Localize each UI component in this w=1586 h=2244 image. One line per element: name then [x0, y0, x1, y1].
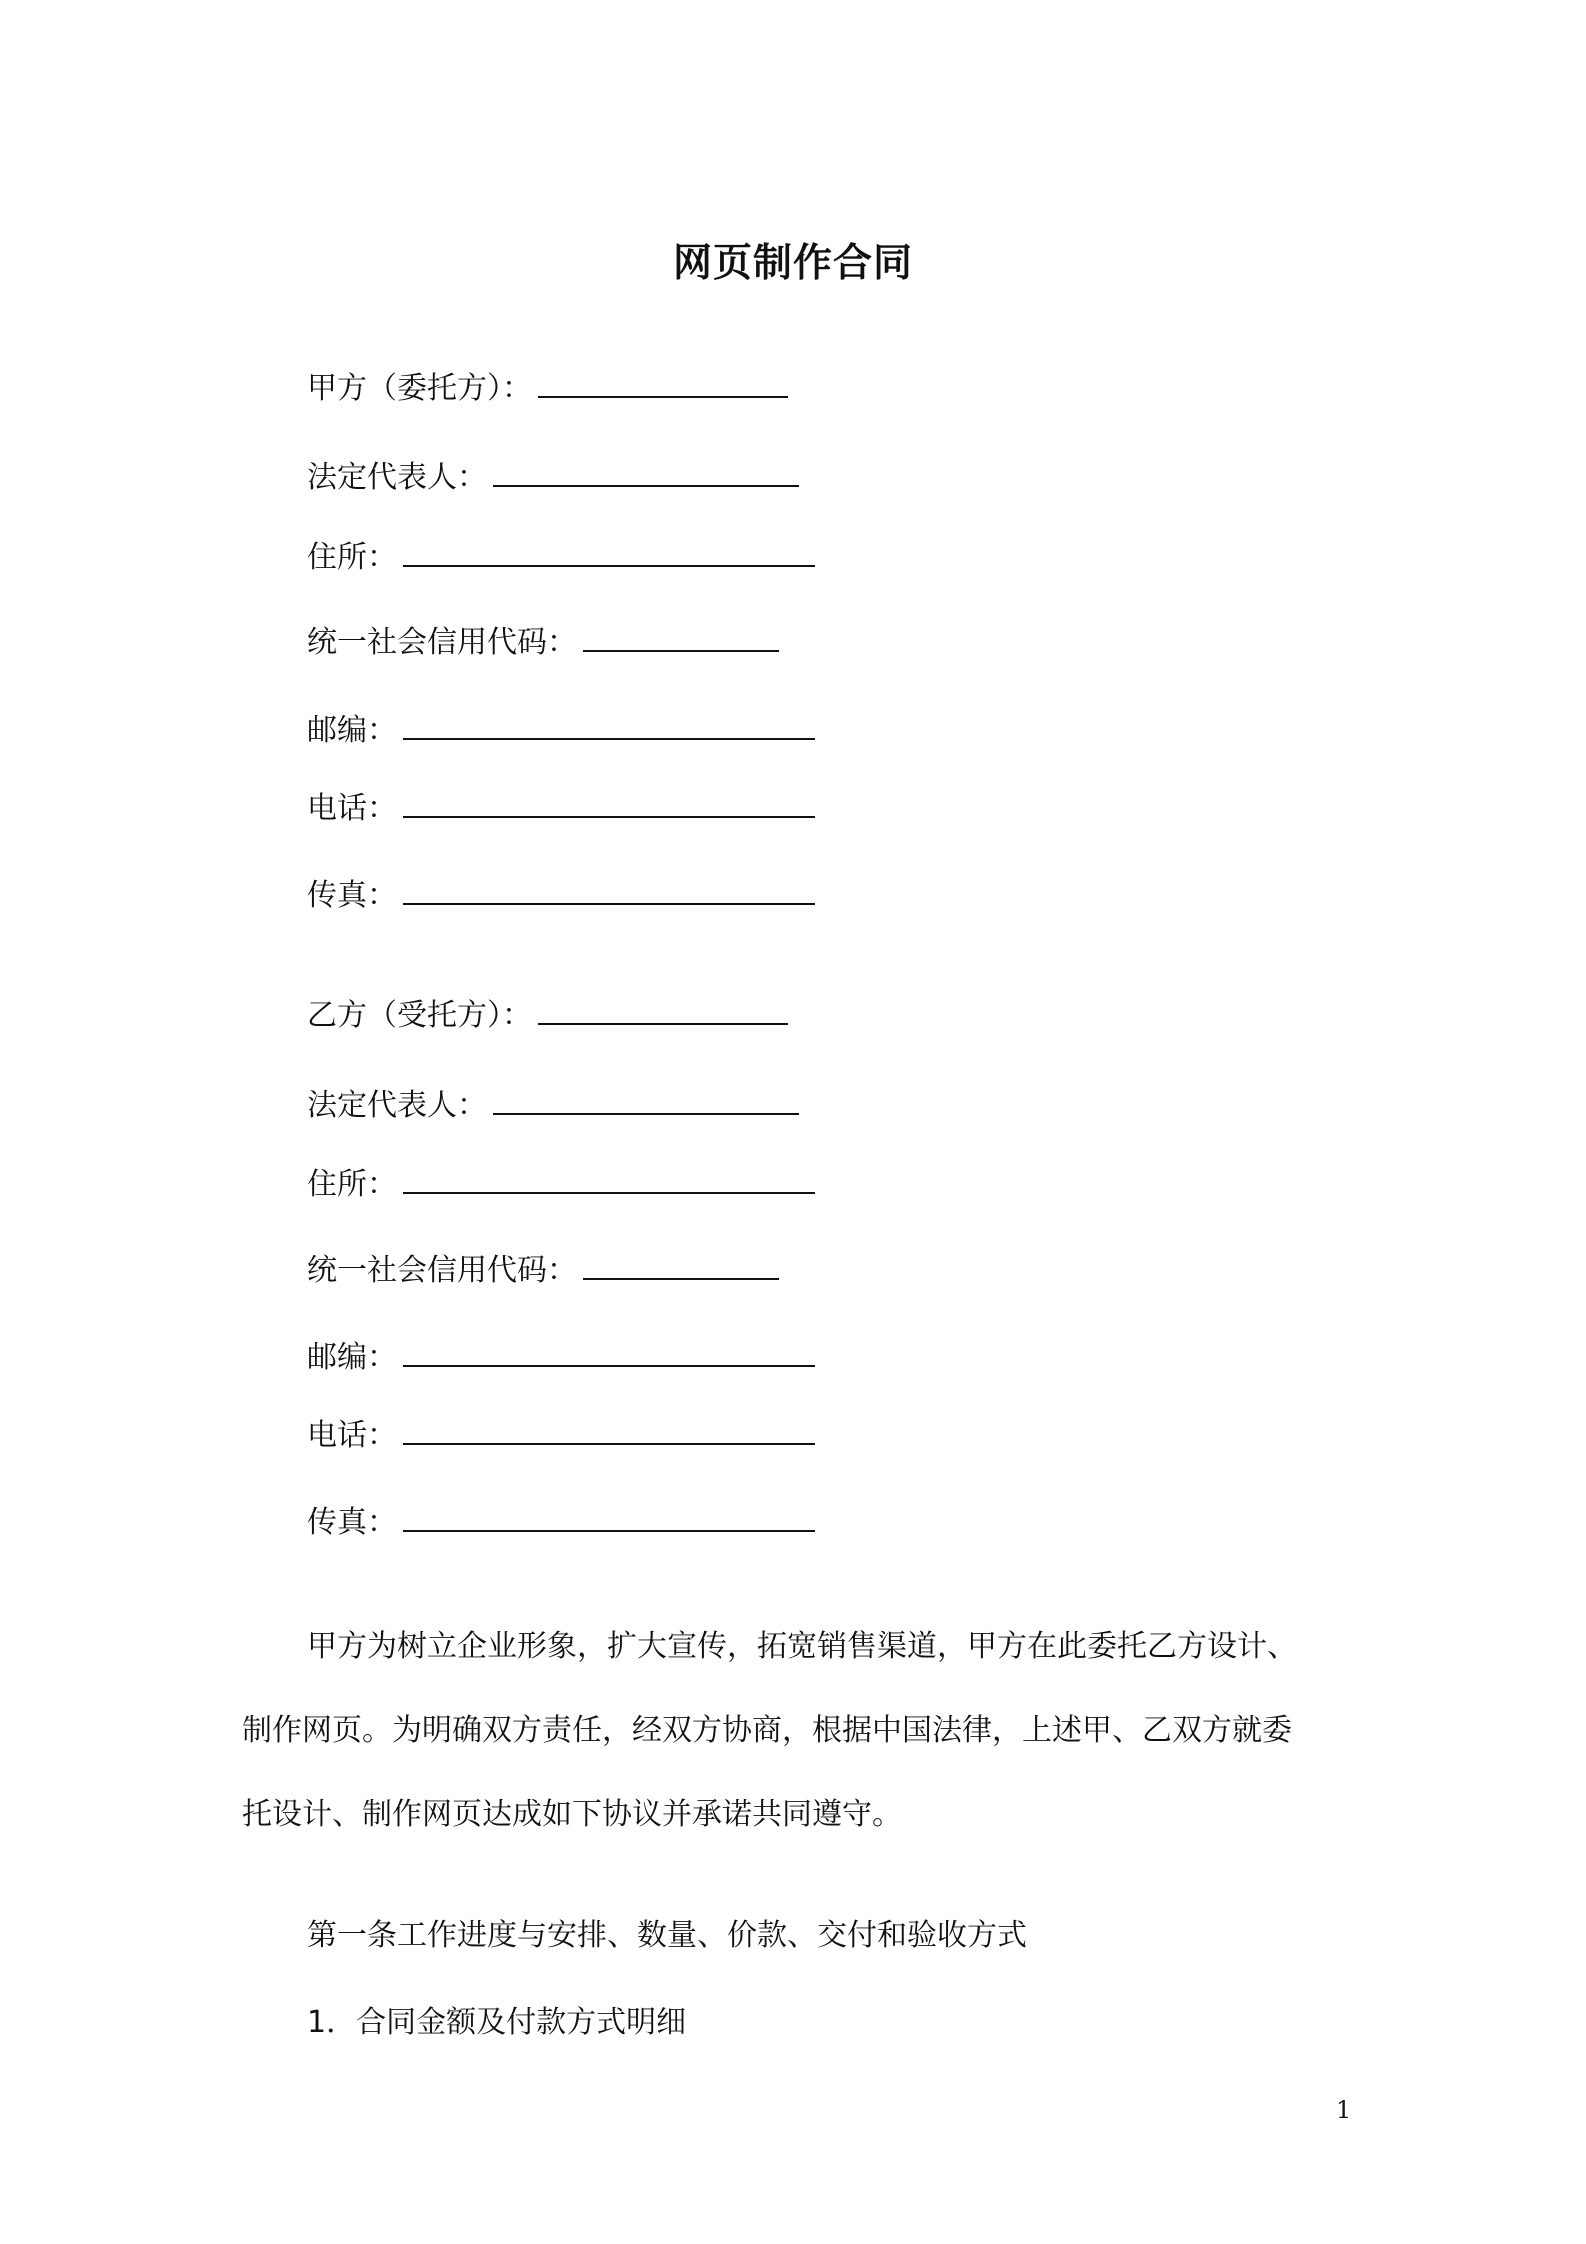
party-b-phone-field [307, 1413, 815, 1457]
party-a-legal-rep-blank [493, 455, 799, 487]
article-1-heading: 第一条工作进度与安排、数量、价款、交付和验收方式 [307, 1918, 1027, 1953]
party-a-credit-code-blank [583, 620, 779, 652]
party-b-address-label: 住所： [307, 1167, 397, 1202]
preamble-line-1: 甲方为树立企业形象，扩大宣传，拓宽销售渠道，甲方在此委托乙方设计、 [307, 1629, 1297, 1664]
party-a-address-blank [403, 535, 815, 567]
party-a-fax-blank [403, 873, 815, 905]
party-b-phone-blank [403, 1413, 815, 1445]
party-b-phone-label: 电话： [307, 1418, 397, 1453]
party-b-heading-label: 乙方（受托方）： [307, 998, 532, 1033]
party-a-credit-code-label: 统一社会信用代码： [307, 625, 577, 660]
preamble-paragraph [242, 1605, 1362, 1857]
party-b-credit-code-field [307, 1248, 779, 1292]
clause-1-heading: 1．合同金额及付款方式明细 [307, 2005, 687, 2040]
party-a-heading-label: 甲方（委托方）： [307, 371, 532, 406]
party-b-postcode-field [307, 1335, 815, 1379]
party-b-address-blank [403, 1162, 815, 1194]
party-b-heading-field [307, 993, 788, 1037]
party-a-phone-blank [403, 786, 815, 818]
document-title: 网页制作合同 [672, 241, 913, 286]
party-b-fax-blank [403, 1500, 815, 1532]
party-a-legal-rep-field [307, 455, 799, 499]
preamble-line-2: 制作网页。为明确双方责任，经双方协商，根据中国法律，上述甲、乙双方就委 [242, 1713, 1292, 1748]
party-b-legal-rep-blank [493, 1083, 799, 1115]
party-b-credit-code-blank [583, 1248, 779, 1280]
party-b-name-blank [538, 993, 788, 1025]
party-b-address-field [307, 1162, 815, 1206]
party-a-postcode-label: 邮编： [307, 713, 397, 748]
party-a-fax-field [307, 873, 815, 917]
party-a-phone-field [307, 786, 815, 830]
party-a-legal-rep-label: 法定代表人： [307, 460, 487, 495]
party-a-name-blank [538, 366, 788, 398]
party-a-address-label: 住所： [307, 540, 397, 575]
party-b-postcode-label: 邮编： [307, 1340, 397, 1375]
party-a-postcode-field [307, 708, 815, 752]
party-a-credit-code-field [307, 620, 779, 664]
party-b-legal-rep-label: 法定代表人： [307, 1088, 487, 1123]
party-a-phone-label: 电话： [307, 791, 397, 826]
party-a-heading-field [307, 366, 788, 410]
party-a-postcode-blank [403, 708, 815, 740]
party-a-fax-label: 传真： [307, 878, 397, 913]
party-b-credit-code-label: 统一社会信用代码： [307, 1253, 577, 1288]
party-b-fax-field [307, 1500, 815, 1544]
preamble-line-3: 托设计、制作网页达成如下协议并承诺共同遵守。 [242, 1797, 902, 1832]
party-b-postcode-blank [403, 1335, 815, 1367]
party-b-fax-label: 传真： [307, 1505, 397, 1540]
page-number: 1 [1336, 2096, 1352, 2124]
party-a-address-field [307, 535, 815, 579]
party-b-legal-rep-field [307, 1083, 799, 1127]
